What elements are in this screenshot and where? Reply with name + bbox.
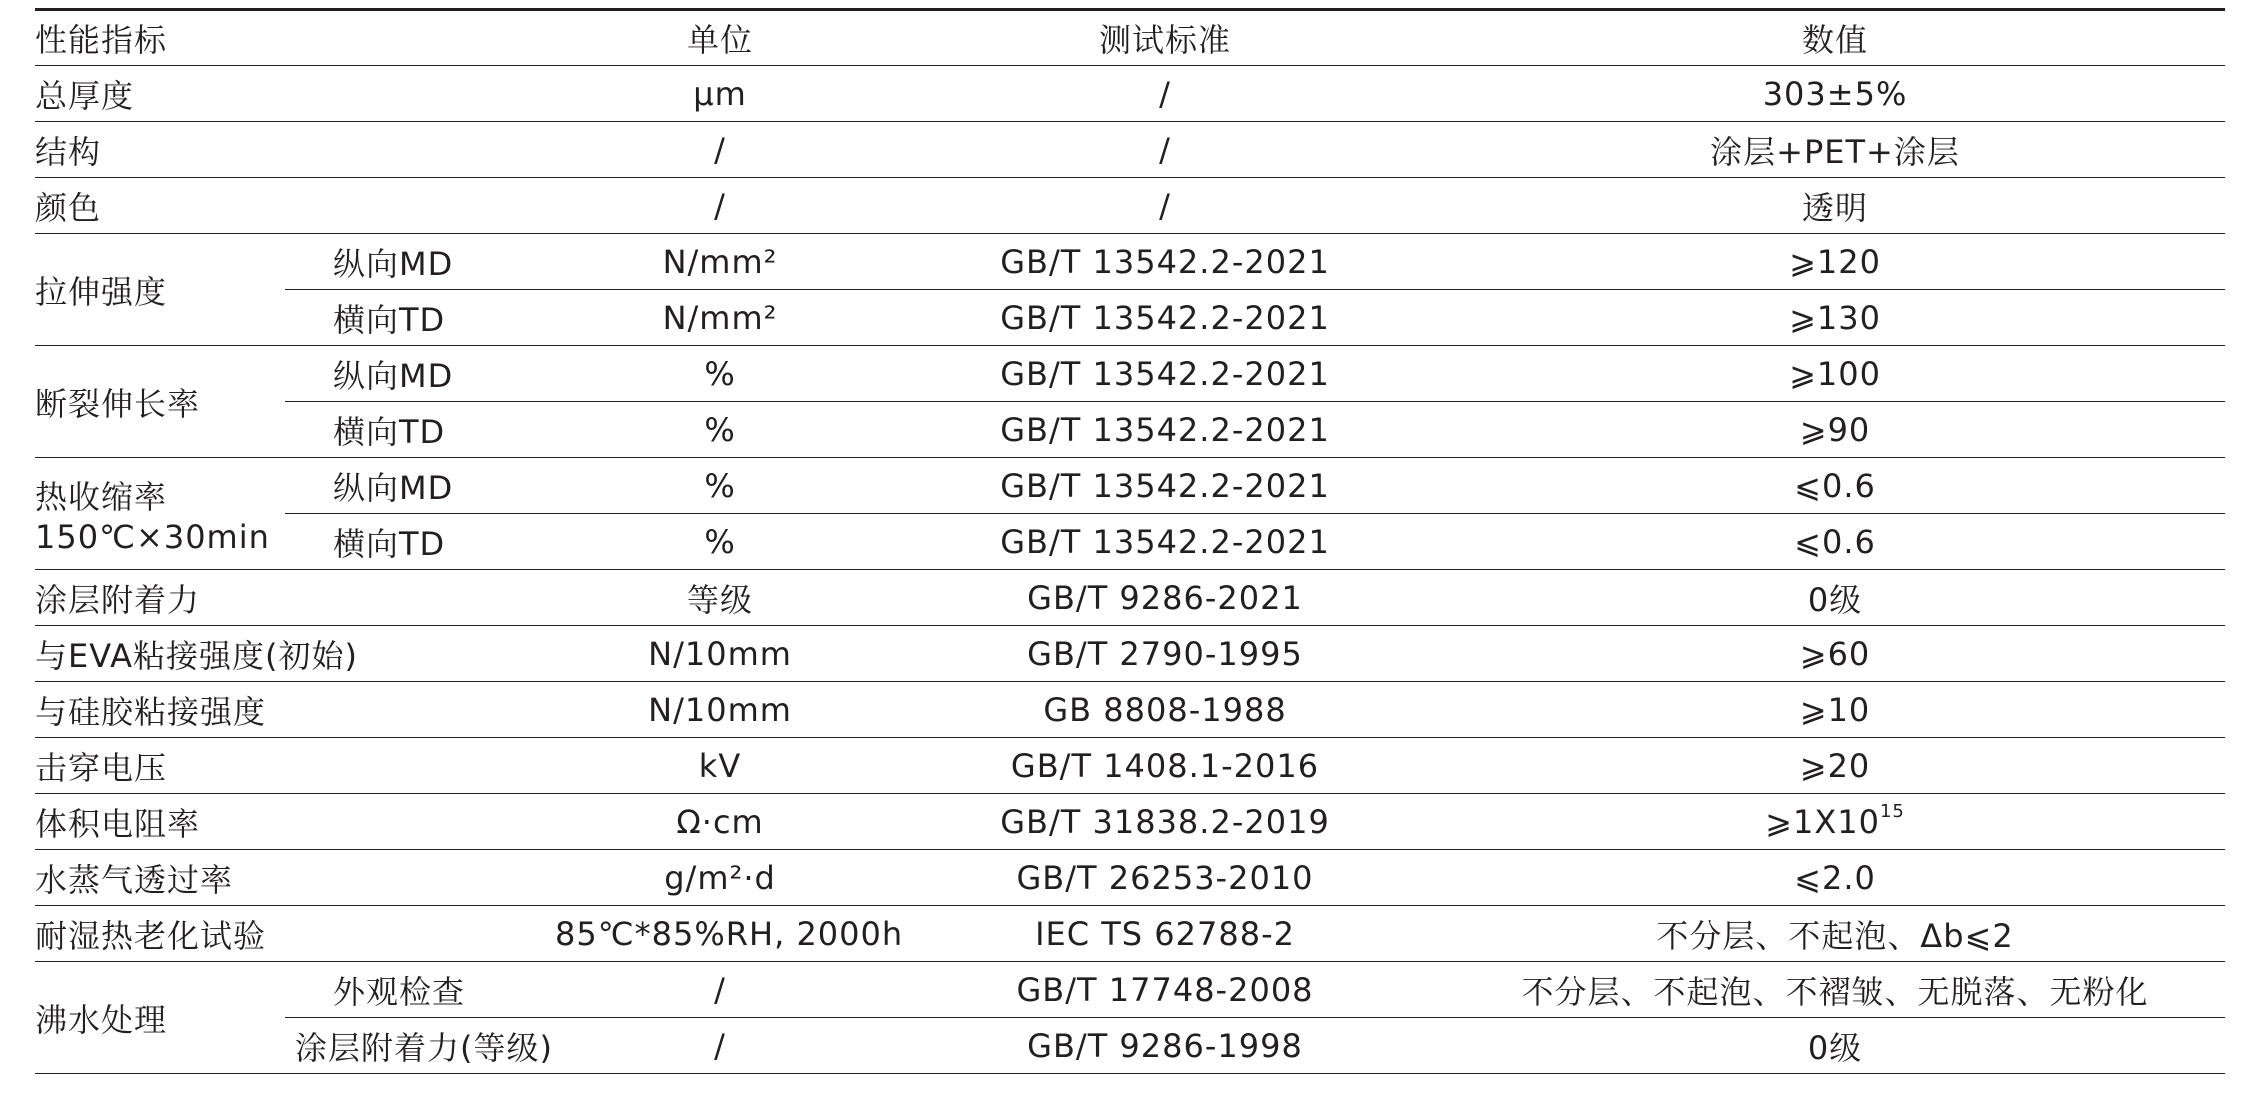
table-row xyxy=(35,402,2225,458)
table-row xyxy=(35,626,2225,682)
shrink-md-sub: 纵向MD xyxy=(333,468,454,507)
table-row xyxy=(35,122,2225,178)
tensile-md-value: ⩾120 xyxy=(1789,242,1881,281)
row-value: ⩽2.0 xyxy=(1794,858,1876,897)
shrink-name xyxy=(35,458,285,570)
row-standard: / xyxy=(1159,186,1171,225)
row-value: 涂层+PET+涂层 xyxy=(1710,132,1960,171)
tensile-td-value: ⩾130 xyxy=(1789,298,1881,337)
row-standard: / xyxy=(1159,130,1171,169)
shrink-td-unit: % xyxy=(704,522,736,561)
elongation-td-unit: % xyxy=(704,410,736,449)
header-unit: 单位 xyxy=(687,21,754,59)
row-value: 303±5% xyxy=(1762,74,1908,113)
row-name: 耐湿热老化试验 xyxy=(35,916,267,955)
table-row xyxy=(35,570,2225,626)
shrink-md-value: ⩽0.6 xyxy=(1794,466,1876,505)
elongation-md-sub: 纵向MD xyxy=(333,356,454,395)
row-name: 击穿电压 xyxy=(35,748,168,787)
shrink-td-sub: 横向TD xyxy=(333,524,446,563)
boiling-adhesion-standard: GB/T 9286-1998 xyxy=(1027,1026,1303,1065)
table-row xyxy=(35,514,2225,570)
header-standard: 测试标准 xyxy=(1099,21,1232,59)
row-standard: GB 8808-1988 xyxy=(1043,690,1287,729)
resistivity-name: 体积电阻率 xyxy=(35,804,201,843)
row-value: ⩾20 xyxy=(1799,746,1871,785)
row-unit: / xyxy=(714,130,726,169)
row-name: 涂层附着力 xyxy=(35,580,201,619)
boiling-appearance-standard: GB/T 17748-2008 xyxy=(1016,970,1314,1009)
resistivity-standard: GB/T 31838.2-2019 xyxy=(1000,802,1330,841)
table-row xyxy=(35,458,2225,514)
tensile-td-standard: GB/T 13542.2-2021 xyxy=(1000,298,1330,337)
table-row xyxy=(35,178,2225,234)
elongation-name: 断裂伸长率 xyxy=(35,384,201,423)
row-unit: / xyxy=(714,186,726,225)
shrink-md-standard: GB/T 13542.2-2021 xyxy=(1000,466,1330,505)
resistivity-value xyxy=(1445,794,2225,850)
table-row xyxy=(35,906,2225,962)
elongation-td-value: ⩾90 xyxy=(1799,410,1871,449)
table-row xyxy=(35,234,2225,290)
boiling-appearance-value: 不分层、不起泡、不褶皱、无脱落、无粉化 xyxy=(1521,972,2149,1011)
row-unit: 等级 xyxy=(687,580,754,619)
row-value: 0级 xyxy=(1807,580,1863,619)
table-row xyxy=(35,290,2225,346)
table-row xyxy=(35,682,2225,738)
row-unit: N/10mm xyxy=(648,634,792,673)
row-unit: N/10mm xyxy=(648,690,792,729)
row-name: 总厚度 xyxy=(35,76,135,115)
table-row xyxy=(35,794,2225,850)
shrink-md-unit: % xyxy=(704,466,736,505)
boiling-appearance-sub: 外观检查 xyxy=(333,972,466,1011)
header-value: 数值 xyxy=(1802,21,1869,59)
shrink-name-line2: 150℃×30min xyxy=(35,517,270,556)
row-standard: / xyxy=(1159,74,1171,113)
specification-table-container xyxy=(35,8,2225,1074)
elongation-md-value: ⩾100 xyxy=(1789,354,1881,393)
resistivity-unit: Ω·cm xyxy=(676,802,764,841)
row-standard: GB/T 2790-1995 xyxy=(1027,634,1303,673)
header-property: 性能指标 xyxy=(35,21,168,59)
row-name: 与硅胶粘接强度 xyxy=(35,692,267,731)
row-name: 水蒸气透过率 xyxy=(35,860,234,899)
table-row xyxy=(35,962,2225,1018)
tensile-td-sub: 横向TD xyxy=(333,300,446,339)
table-row xyxy=(35,66,2225,122)
row-standard: IEC TS 62788-2 xyxy=(1035,914,1295,953)
row-unit: 85℃*85%RH, 2000h xyxy=(555,914,904,953)
row-value: ⩾60 xyxy=(1799,634,1871,673)
row-standard: GB/T 1408.1-2016 xyxy=(1010,746,1320,785)
boiling-adhesion-value: 0级 xyxy=(1807,1028,1863,1067)
table-header-row xyxy=(35,10,2225,66)
shrink-td-standard: GB/T 13542.2-2021 xyxy=(1000,522,1330,561)
elongation-md-standard: GB/T 13542.2-2021 xyxy=(1000,354,1330,393)
tensile-md-unit: N/mm² xyxy=(662,242,778,281)
row-name: 与EVA粘接强度(初始) xyxy=(35,636,358,675)
shrink-name-line1: 热收缩率 xyxy=(35,477,168,516)
shrink-td-value: ⩽0.6 xyxy=(1794,522,1876,561)
row-standard: GB/T 26253-2010 xyxy=(1016,858,1314,897)
row-standard: GB/T 9286-2021 xyxy=(1027,578,1303,617)
specification-table xyxy=(35,8,2225,1074)
elongation-md-unit: % xyxy=(704,354,736,393)
boiling-appearance-unit: / xyxy=(714,970,726,1009)
row-value: 透明 xyxy=(1802,188,1869,227)
elongation-td-sub: 横向TD xyxy=(333,412,446,451)
resistivity-value-base: ⩾1X10 xyxy=(1765,802,1880,841)
row-value: ⩾10 xyxy=(1799,690,1871,729)
row-name: 结构 xyxy=(35,132,102,171)
row-name: 颜色 xyxy=(35,188,102,227)
boiling-adhesion-unit: / xyxy=(714,1026,726,1065)
tensile-md-sub: 纵向MD xyxy=(333,244,454,283)
row-unit: g/m²·d xyxy=(664,858,776,897)
row-value: 不分层、不起泡、Δb⩽2 xyxy=(1656,916,2014,955)
row-unit: μm xyxy=(693,74,747,113)
tensile-td-unit: N/mm² xyxy=(662,298,778,337)
table-row xyxy=(35,850,2225,906)
table-row xyxy=(35,346,2225,402)
elongation-td-standard: GB/T 13542.2-2021 xyxy=(1000,410,1330,449)
resistivity-value-exponent: 15 xyxy=(1879,800,1905,822)
tensile-md-standard: GB/T 13542.2-2021 xyxy=(1000,242,1330,281)
table-row xyxy=(35,738,2225,794)
boiling-adhesion-sub: 涂层附着力(等级) xyxy=(295,1028,553,1067)
boiling-name: 沸水处理 xyxy=(35,1000,168,1039)
row-unit: kV xyxy=(698,746,742,785)
tensile-name: 拉伸强度 xyxy=(35,272,168,311)
table-row xyxy=(35,1018,2225,1074)
